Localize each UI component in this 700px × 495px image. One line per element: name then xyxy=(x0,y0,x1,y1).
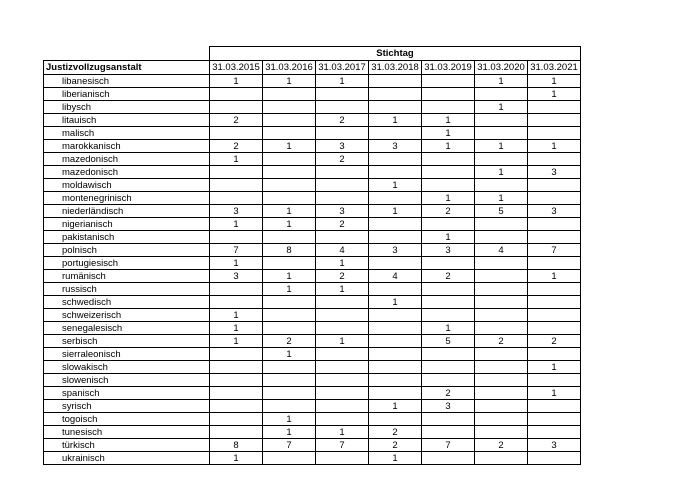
date-header: 31.03.2021 xyxy=(528,61,581,75)
value-cell xyxy=(475,322,528,335)
nationality-cell: schwedisch xyxy=(44,296,210,309)
value-cell xyxy=(210,400,263,413)
value-cell xyxy=(422,257,475,270)
value-cell: 1 xyxy=(422,140,475,153)
value-cell: 1 xyxy=(422,114,475,127)
value-cell xyxy=(475,179,528,192)
value-cell xyxy=(475,296,528,309)
value-cell xyxy=(263,231,316,244)
value-cell xyxy=(369,322,422,335)
value-cell xyxy=(475,127,528,140)
value-cell xyxy=(210,127,263,140)
value-cell: 1 xyxy=(528,75,581,88)
table-row xyxy=(44,439,581,452)
value-cell xyxy=(422,452,475,465)
value-cell xyxy=(422,426,475,439)
value-cell: 3 xyxy=(316,140,369,153)
nationality-cell: schweizerisch xyxy=(44,309,210,322)
value-cell: 7 xyxy=(263,439,316,452)
value-cell: 1 xyxy=(210,335,263,348)
value-cell xyxy=(210,296,263,309)
date-header: 31.03.2017 xyxy=(316,61,369,75)
value-cell xyxy=(263,400,316,413)
value-cell xyxy=(528,114,581,127)
value-cell xyxy=(316,309,369,322)
value-cell xyxy=(210,374,263,387)
nationality-cell: ukrainisch xyxy=(44,452,210,465)
empty-corner-cell xyxy=(44,47,210,61)
table-row xyxy=(44,413,581,426)
value-cell: 3 xyxy=(210,205,263,218)
value-cell xyxy=(422,179,475,192)
stichtag-header: Stichtag xyxy=(210,47,581,61)
table-row xyxy=(44,231,581,244)
nationality-cell: malisch xyxy=(44,127,210,140)
value-cell: 3 xyxy=(422,400,475,413)
value-cell xyxy=(210,348,263,361)
table-row xyxy=(44,244,581,257)
value-cell xyxy=(263,179,316,192)
value-cell xyxy=(369,413,422,426)
value-cell xyxy=(528,257,581,270)
value-cell xyxy=(475,400,528,413)
value-cell xyxy=(316,231,369,244)
value-cell: 1 xyxy=(210,257,263,270)
value-cell xyxy=(210,192,263,205)
value-cell: 1 xyxy=(475,166,528,179)
value-cell xyxy=(263,309,316,322)
value-cell xyxy=(210,101,263,114)
value-cell: 7 xyxy=(528,244,581,257)
value-cell xyxy=(369,387,422,400)
table-row xyxy=(44,335,581,348)
value-cell xyxy=(369,192,422,205)
value-cell xyxy=(263,114,316,127)
column-header-row xyxy=(44,61,581,75)
table-row xyxy=(44,166,581,179)
table-row xyxy=(44,387,581,400)
table-row xyxy=(44,361,581,374)
value-cell xyxy=(369,218,422,231)
value-cell xyxy=(369,88,422,101)
table-row xyxy=(44,426,581,439)
value-cell xyxy=(369,283,422,296)
value-cell: 7 xyxy=(316,439,369,452)
value-cell: 1 xyxy=(422,127,475,140)
value-cell xyxy=(316,296,369,309)
value-cell: 2 xyxy=(316,153,369,166)
value-cell xyxy=(369,335,422,348)
value-cell xyxy=(528,231,581,244)
value-cell xyxy=(369,166,422,179)
value-cell xyxy=(475,452,528,465)
value-cell: 1 xyxy=(369,179,422,192)
value-cell: 4 xyxy=(475,244,528,257)
value-cell xyxy=(528,426,581,439)
value-cell: 7 xyxy=(210,244,263,257)
value-cell xyxy=(475,426,528,439)
value-cell: 1 xyxy=(263,426,316,439)
value-cell xyxy=(316,192,369,205)
value-cell xyxy=(210,166,263,179)
value-cell xyxy=(528,400,581,413)
value-cell: 1 xyxy=(316,283,369,296)
value-cell xyxy=(369,309,422,322)
value-cell: 2 xyxy=(210,114,263,127)
table-row xyxy=(44,283,581,296)
value-cell: 1 xyxy=(475,192,528,205)
value-cell: 3 xyxy=(210,270,263,283)
value-cell: 4 xyxy=(369,270,422,283)
value-cell xyxy=(263,296,316,309)
value-cell xyxy=(475,88,528,101)
nationality-cell: montenegrinisch xyxy=(44,192,210,205)
table-row xyxy=(44,140,581,153)
value-cell: 2 xyxy=(316,218,369,231)
value-cell: 1 xyxy=(210,452,263,465)
value-cell xyxy=(369,257,422,270)
value-cell: 2 xyxy=(316,114,369,127)
value-cell: 3 xyxy=(528,166,581,179)
value-cell: 3 xyxy=(369,244,422,257)
nationality-cell: serbisch xyxy=(44,335,210,348)
value-cell xyxy=(263,257,316,270)
value-cell: 1 xyxy=(528,361,581,374)
table-row xyxy=(44,75,581,88)
row-header-label: Justizvollzugsanstalt xyxy=(44,61,210,75)
value-cell xyxy=(528,218,581,231)
value-cell xyxy=(422,88,475,101)
value-cell xyxy=(263,88,316,101)
value-cell: 1 xyxy=(369,205,422,218)
value-cell: 1 xyxy=(263,205,316,218)
nationality-cell: litauisch xyxy=(44,114,210,127)
nationality-cell: slowenisch xyxy=(44,374,210,387)
value-cell xyxy=(528,309,581,322)
value-cell: 1 xyxy=(316,335,369,348)
table-row xyxy=(44,257,581,270)
value-cell xyxy=(369,231,422,244)
table-row xyxy=(44,309,581,322)
value-cell xyxy=(475,270,528,283)
value-cell: 2 xyxy=(369,439,422,452)
value-cell: 3 xyxy=(528,439,581,452)
value-cell: 1 xyxy=(263,218,316,231)
value-cell xyxy=(475,387,528,400)
value-cell xyxy=(263,166,316,179)
value-cell xyxy=(422,101,475,114)
table-row xyxy=(44,322,581,335)
value-cell: 1 xyxy=(263,140,316,153)
nationality-cell: spanisch xyxy=(44,387,210,400)
value-cell xyxy=(316,452,369,465)
table-row xyxy=(44,374,581,387)
value-cell xyxy=(316,387,369,400)
value-cell xyxy=(528,296,581,309)
value-cell: 1 xyxy=(210,309,263,322)
value-cell xyxy=(422,283,475,296)
value-cell: 2 xyxy=(422,205,475,218)
value-cell xyxy=(369,153,422,166)
value-cell xyxy=(528,452,581,465)
value-cell xyxy=(422,75,475,88)
value-cell xyxy=(210,88,263,101)
value-cell: 2 xyxy=(475,439,528,452)
value-cell xyxy=(528,348,581,361)
value-cell xyxy=(475,257,528,270)
table-row xyxy=(44,218,581,231)
value-cell xyxy=(210,426,263,439)
value-cell: 1 xyxy=(528,270,581,283)
value-cell xyxy=(263,452,316,465)
value-cell: 5 xyxy=(475,205,528,218)
nationality-cell: russisch xyxy=(44,283,210,296)
value-cell xyxy=(475,348,528,361)
value-cell xyxy=(528,192,581,205)
value-cell xyxy=(528,153,581,166)
value-cell xyxy=(316,361,369,374)
date-header: 31.03.2019 xyxy=(422,61,475,75)
value-cell: 1 xyxy=(475,75,528,88)
value-cell: 8 xyxy=(263,244,316,257)
date-header: 31.03.2015 xyxy=(210,61,263,75)
table-row xyxy=(44,127,581,140)
value-cell: 1 xyxy=(210,75,263,88)
value-cell: 2 xyxy=(528,335,581,348)
value-cell xyxy=(528,101,581,114)
nationality-cell: portugiesisch xyxy=(44,257,210,270)
value-cell xyxy=(475,361,528,374)
value-cell: 1 xyxy=(528,88,581,101)
value-cell xyxy=(263,374,316,387)
value-cell xyxy=(263,127,316,140)
value-cell: 1 xyxy=(263,413,316,426)
value-cell xyxy=(316,374,369,387)
value-cell: 5 xyxy=(422,335,475,348)
group-header-row xyxy=(44,47,581,61)
value-cell: 1 xyxy=(369,400,422,413)
value-cell xyxy=(263,192,316,205)
value-cell: 1 xyxy=(263,348,316,361)
value-cell xyxy=(316,413,369,426)
value-cell xyxy=(369,361,422,374)
date-header: 31.03.2018 xyxy=(369,61,422,75)
value-cell: 1 xyxy=(422,192,475,205)
table-row xyxy=(44,296,581,309)
value-cell: 3 xyxy=(316,205,369,218)
value-cell xyxy=(369,101,422,114)
value-cell xyxy=(528,283,581,296)
value-cell: 2 xyxy=(263,335,316,348)
value-cell xyxy=(210,361,263,374)
value-cell xyxy=(475,218,528,231)
value-cell xyxy=(316,400,369,413)
nationality-cell: polnisch xyxy=(44,244,210,257)
value-cell xyxy=(528,374,581,387)
value-cell: 2 xyxy=(369,426,422,439)
nationality-cell: mazedonisch xyxy=(44,153,210,166)
value-cell xyxy=(369,374,422,387)
value-cell xyxy=(316,348,369,361)
date-header: 31.03.2020 xyxy=(475,61,528,75)
value-cell xyxy=(316,166,369,179)
value-cell: 8 xyxy=(210,439,263,452)
value-cell: 1 xyxy=(369,296,422,309)
nationality-cell: slowakisch xyxy=(44,361,210,374)
value-cell xyxy=(528,127,581,140)
value-cell xyxy=(422,166,475,179)
nationality-cell: sierraleonisch xyxy=(44,348,210,361)
value-cell: 2 xyxy=(422,387,475,400)
table-row xyxy=(44,205,581,218)
value-cell xyxy=(263,322,316,335)
value-cell xyxy=(316,127,369,140)
value-cell xyxy=(422,361,475,374)
value-cell xyxy=(422,374,475,387)
value-cell: 1 xyxy=(528,140,581,153)
value-cell xyxy=(210,179,263,192)
value-cell xyxy=(210,387,263,400)
value-cell: 1 xyxy=(528,387,581,400)
value-cell: 1 xyxy=(210,153,263,166)
value-cell xyxy=(316,322,369,335)
value-cell xyxy=(528,413,581,426)
table-row xyxy=(44,101,581,114)
value-cell xyxy=(369,348,422,361)
value-cell xyxy=(263,101,316,114)
value-cell xyxy=(369,127,422,140)
value-cell: 1 xyxy=(422,231,475,244)
table-row xyxy=(44,400,581,413)
value-cell xyxy=(528,322,581,335)
nationality-cell: senegalesisch xyxy=(44,322,210,335)
value-cell: 1 xyxy=(475,101,528,114)
value-cell xyxy=(475,114,528,127)
table-row xyxy=(44,114,581,127)
value-cell: 1 xyxy=(316,426,369,439)
value-cell: 1 xyxy=(210,322,263,335)
table-row xyxy=(44,348,581,361)
value-cell xyxy=(475,413,528,426)
value-cell: 1 xyxy=(369,114,422,127)
nationality-cell: mazedonisch xyxy=(44,166,210,179)
value-cell xyxy=(210,413,263,426)
value-cell xyxy=(422,153,475,166)
value-cell: 1 xyxy=(316,257,369,270)
nationality-cell: libysch xyxy=(44,101,210,114)
value-cell: 7 xyxy=(422,439,475,452)
value-cell xyxy=(475,231,528,244)
value-cell: 1 xyxy=(263,270,316,283)
value-cell xyxy=(263,153,316,166)
value-cell: 1 xyxy=(210,218,263,231)
value-cell xyxy=(528,179,581,192)
value-cell: 3 xyxy=(528,205,581,218)
value-cell: 3 xyxy=(422,244,475,257)
value-cell xyxy=(263,387,316,400)
value-cell xyxy=(316,179,369,192)
value-cell: 2 xyxy=(475,335,528,348)
table-row xyxy=(44,153,581,166)
value-cell xyxy=(422,309,475,322)
table-row xyxy=(44,192,581,205)
value-cell: 1 xyxy=(316,75,369,88)
table-row xyxy=(44,452,581,465)
nationality-cell: marokkanisch xyxy=(44,140,210,153)
value-cell xyxy=(316,88,369,101)
table-row xyxy=(44,270,581,283)
value-cell xyxy=(422,218,475,231)
value-cell xyxy=(475,153,528,166)
value-cell xyxy=(422,348,475,361)
nationality-cell: niederländisch xyxy=(44,205,210,218)
value-cell xyxy=(369,75,422,88)
value-cell: 4 xyxy=(316,244,369,257)
nationality-cell: togoisch xyxy=(44,413,210,426)
value-cell xyxy=(210,231,263,244)
nationality-cell: nigerianisch xyxy=(44,218,210,231)
value-cell: 2 xyxy=(316,270,369,283)
nationality-cell: libanesisch xyxy=(44,75,210,88)
table-row xyxy=(44,179,581,192)
value-cell xyxy=(422,296,475,309)
value-cell: 3 xyxy=(369,140,422,153)
value-cell: 2 xyxy=(210,140,263,153)
nationality-cell: türkisch xyxy=(44,439,210,452)
statistics-table xyxy=(43,46,581,465)
value-cell: 1 xyxy=(369,452,422,465)
value-cell xyxy=(316,101,369,114)
value-cell xyxy=(475,283,528,296)
nationality-cell: liberianisch xyxy=(44,88,210,101)
nationality-cell: moldawisch xyxy=(44,179,210,192)
value-cell xyxy=(263,361,316,374)
value-cell xyxy=(210,283,263,296)
value-cell xyxy=(422,413,475,426)
value-cell: 1 xyxy=(263,75,316,88)
value-cell: 2 xyxy=(422,270,475,283)
value-cell xyxy=(475,309,528,322)
value-cell: 1 xyxy=(422,322,475,335)
value-cell: 1 xyxy=(475,140,528,153)
nationality-cell: syrisch xyxy=(44,400,210,413)
nationality-cell: pakistanisch xyxy=(44,231,210,244)
nationality-cell: tunesisch xyxy=(44,426,210,439)
table-row xyxy=(44,88,581,101)
date-header: 31.03.2016 xyxy=(263,61,316,75)
value-cell xyxy=(475,374,528,387)
nationality-cell: rumänisch xyxy=(44,270,210,283)
value-cell: 1 xyxy=(263,283,316,296)
